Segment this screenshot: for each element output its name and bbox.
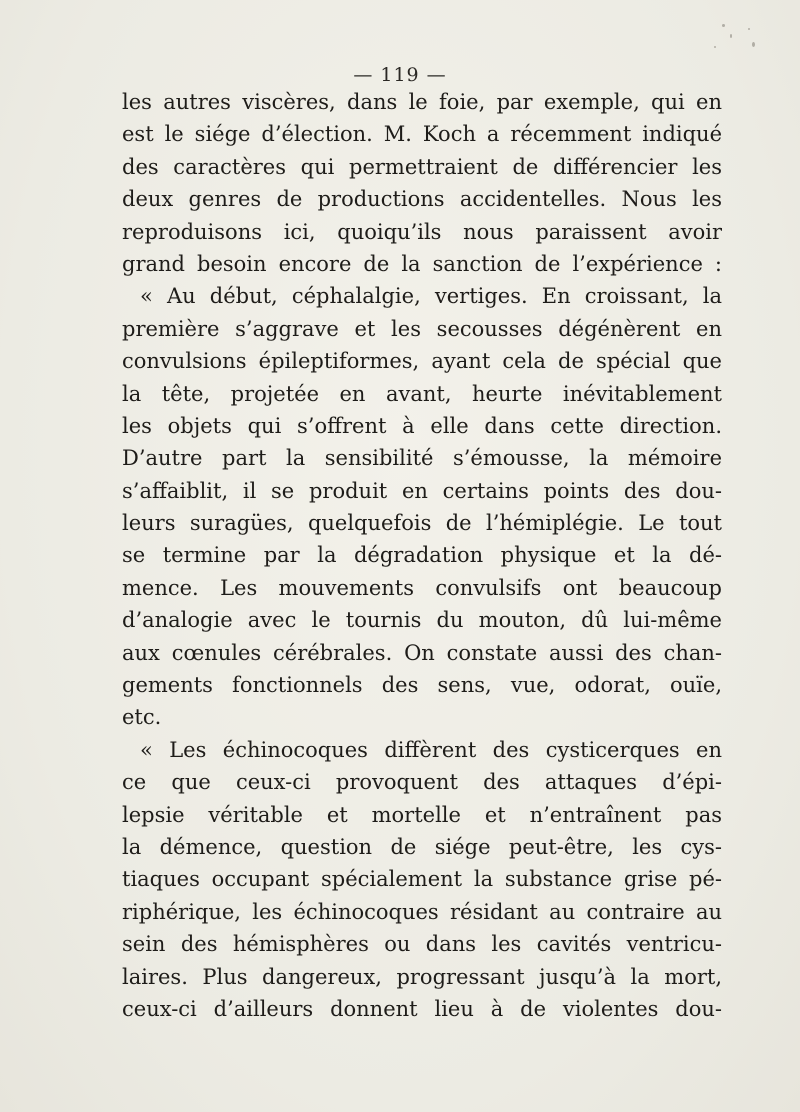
text-line: ceux-ci d’ailleurs donnent lieu à de violentes dou- xyxy=(122,996,722,1021)
text-line: d’analogie avec le tournis du mouton, dû lui-même xyxy=(122,608,722,633)
text-line: reproduisons ici, quoiqu’ils nous paraissent avoir xyxy=(122,219,722,244)
text-line: ce que ceux-ci provoquent des attaques d’épi- xyxy=(122,770,722,795)
text-line: des caractères qui permettraient de différencier les xyxy=(122,154,722,179)
text-line: mence. Les mouvements convulsifs ont beaucoup xyxy=(122,575,722,600)
text-line: convulsions épileptiformes, ayant cela de spécial que xyxy=(122,349,722,374)
text-line: tiaques occupant spécialement la substance grise pé- xyxy=(122,867,722,892)
text-line: aux cœnules cérébrales. On constate aussi des chan- xyxy=(122,640,722,665)
text-line: etc. xyxy=(122,705,162,730)
text-line: deux genres de productions accidentelles. Nous les xyxy=(122,187,722,212)
text-line: sein des hémisphères ou dans les cavités ventricu- xyxy=(122,932,722,957)
text-line: laires. Plus dangereux, progressant jusqu’à la mort, xyxy=(122,964,722,989)
text-line: les objets qui s’offrent à elle dans cette direction. xyxy=(122,413,722,438)
text-line: la démence, question de siége peut-être, les cys- xyxy=(122,834,722,859)
text-line: est le siége d’élection. M. Koch a récemment indiqué xyxy=(122,122,722,147)
paper-specks xyxy=(700,20,760,60)
text-line: « Au début, céphalalgie, vertiges. En croissant, la xyxy=(140,284,722,309)
text-line: s’affaiblit, il se produit en certains points des dou- xyxy=(122,478,722,503)
text-line: riphérique, les échinocoques résidant au contraire au xyxy=(122,899,722,924)
text-line: les autres viscères, dans le foie, par exemple, qui en xyxy=(122,90,722,114)
text-line: grand besoin encore de la sanction de l’expérience : xyxy=(122,251,722,276)
text-line: première s’aggrave et les secousses dégénèrent en xyxy=(122,316,722,341)
text-line: se termine par la dégradation physique et la dé- xyxy=(122,543,722,568)
text-line: lepsie véritable et mortelle et n’entraînent pas xyxy=(122,802,722,827)
text-line: D’autre part la sensibilité s’émousse, la mémoire xyxy=(122,446,722,471)
text-line: leurs suragües, quelquefois de l’hémiplégie. Le tout xyxy=(122,511,722,536)
page-number: — 119 — xyxy=(353,64,447,86)
text-line: gements fonctionnels des sens, vue, odorat, ouïe, xyxy=(122,673,722,698)
text-line: « Les échinocoques diffèrent des cysticerques en xyxy=(140,737,722,762)
text-line: la tête, projetée en avant, heurte inévitablement xyxy=(122,381,722,406)
body-text xyxy=(122,86,722,1025)
